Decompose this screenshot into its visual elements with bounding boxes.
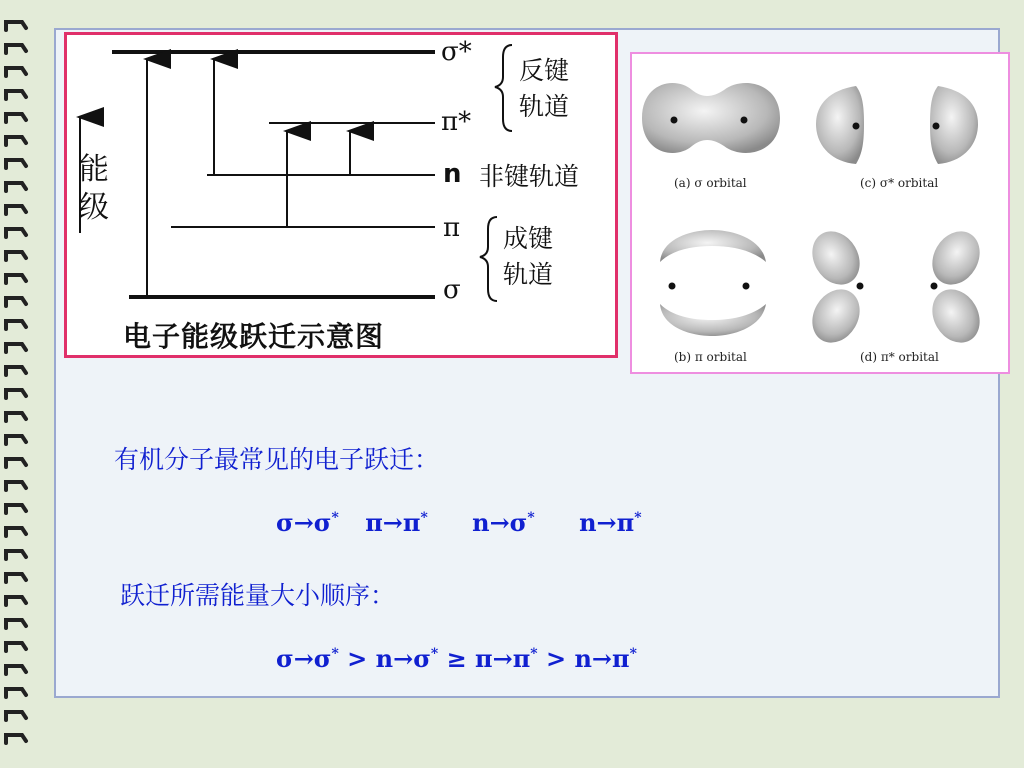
binding-ring xyxy=(6,482,26,490)
binding-ring xyxy=(6,459,26,467)
binding-ring xyxy=(6,643,26,651)
order-item: σ→σ* xyxy=(276,644,339,673)
transition-item: n→σ* xyxy=(472,508,535,537)
diagram-title: 电子能级跃迁示意图 xyxy=(123,320,385,353)
group-nonbonding: 非键轨道 xyxy=(479,162,580,191)
sigma-star-orbital-shape xyxy=(816,86,978,164)
binding-ring xyxy=(6,413,26,421)
order-item: > n→σ* xyxy=(338,644,439,673)
binding-ring xyxy=(6,252,26,260)
caption-sigma-orbital: (a) σ orbital xyxy=(674,176,747,190)
binding-ring xyxy=(6,597,26,605)
binding-ring xyxy=(6,436,26,444)
binding-ring xyxy=(6,275,26,283)
binding-ring xyxy=(6,183,26,191)
binding-ring xyxy=(6,574,26,582)
binding-ring xyxy=(6,137,26,145)
binding-ring xyxy=(6,735,26,743)
binding-ring xyxy=(6,689,26,697)
transition-item: σ→σ* xyxy=(276,508,339,537)
binding-ring xyxy=(6,321,26,329)
transitions-list xyxy=(276,508,642,537)
pi-star-orbital-shape xyxy=(803,223,989,351)
binding-ring xyxy=(6,68,26,76)
caption-sigma-star-orbital: (c) σ* orbital xyxy=(860,176,939,190)
binding-ring xyxy=(6,551,26,559)
common-transitions-heading: 有机分子最常见的电子跃迁： xyxy=(114,445,440,474)
transition-item: π→π* xyxy=(365,508,428,537)
energy-level-diagram xyxy=(64,32,618,358)
binding-ring xyxy=(6,22,26,30)
orbital-shapes-figure xyxy=(630,52,1010,374)
binding-ring xyxy=(6,45,26,53)
caption-pi-orbital: (b) π orbital xyxy=(674,350,747,364)
binding-ring xyxy=(6,298,26,306)
label-n: n xyxy=(443,159,462,189)
order-item: > n→π* xyxy=(537,644,637,673)
binding-ring xyxy=(6,206,26,214)
group-antibonding: 反键轨道 xyxy=(519,56,570,121)
binding-ring xyxy=(6,712,26,720)
label-pi-star: π* xyxy=(441,107,472,137)
binding-ring xyxy=(6,505,26,513)
energy-order-formula xyxy=(276,644,637,673)
binding-ring xyxy=(6,390,26,398)
label-pi: π xyxy=(443,213,461,243)
brace-bonding xyxy=(480,217,497,301)
binding-ring xyxy=(6,367,26,375)
binding-ring xyxy=(6,114,26,122)
binding-ring xyxy=(6,91,26,99)
group-bonding: 成键轨道 xyxy=(503,224,554,289)
binding-ring xyxy=(6,666,26,674)
label-sigma-star: σ* xyxy=(441,37,472,67)
binding-ring xyxy=(6,620,26,628)
binding-ring xyxy=(6,344,26,352)
sigma-orbital-shape xyxy=(642,83,780,153)
caption-pi-star-orbital: (d) π* orbital xyxy=(860,350,939,364)
binding-ring xyxy=(6,528,26,536)
binding-ring xyxy=(6,160,26,168)
energy-axis-label: 能级 xyxy=(79,152,109,225)
binding-ring xyxy=(6,229,26,237)
spiral-binding xyxy=(0,0,44,768)
order-item: ≥ π→π* xyxy=(438,644,538,673)
energy-order-heading: 跃迁所需能量大小顺序： xyxy=(120,581,396,610)
label-sigma: σ xyxy=(443,275,461,305)
transition-item: n→π* xyxy=(579,508,642,537)
pi-orbital-shape xyxy=(660,230,766,336)
brace-antibonding xyxy=(495,45,512,131)
